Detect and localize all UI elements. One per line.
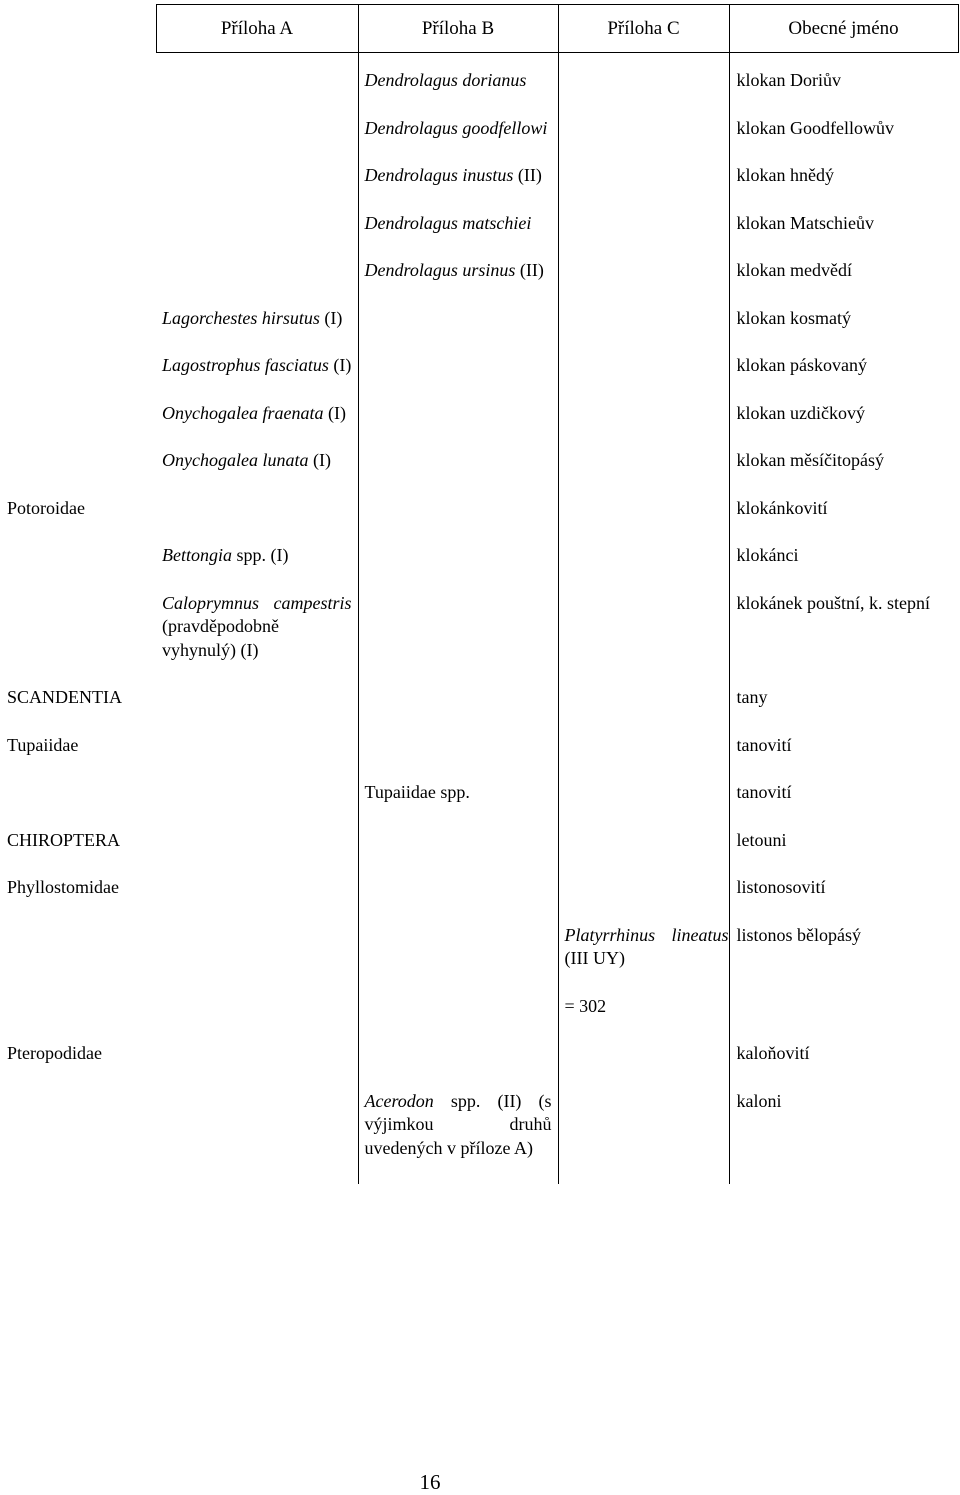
appendix-b-cell <box>358 995 558 1043</box>
appendix-b-cell <box>358 829 558 877</box>
table-row <box>0 592 958 687</box>
taxon-cell <box>0 1042 156 1090</box>
table-row <box>0 734 958 782</box>
appendix-a-cell <box>156 924 358 995</box>
common-name-cell <box>729 212 958 260</box>
appendix-a-cell <box>156 259 358 307</box>
appendix-a-cell <box>156 734 358 782</box>
appendix-a-cell <box>156 402 358 450</box>
common-name-cell <box>729 924 958 995</box>
cell-text: letouni <box>736 829 787 850</box>
scientific-name: Lagostrophus fasciatus <box>162 355 329 375</box>
table-row <box>0 995 958 1043</box>
table-row <box>0 497 958 545</box>
taxon-cell <box>0 354 156 402</box>
cell-annotation: (III UY) <box>564 948 625 968</box>
appendix-a-cell <box>156 53 358 117</box>
appendix-a-cell <box>156 781 358 829</box>
appendix-b-cell <box>358 734 558 782</box>
appendix-c-cell <box>558 592 729 687</box>
header-appendix-a: Příloha A <box>156 5 358 53</box>
common-name-cell <box>729 1042 958 1090</box>
cell-text: Phyllostomidae <box>7 877 119 897</box>
appendix-a-cell <box>156 449 358 497</box>
common-name-cell <box>729 402 958 450</box>
appendix-c-cell <box>558 829 729 877</box>
table-body <box>0 53 958 1185</box>
common-name <box>737 829 959 853</box>
scientific-name: Dendrolagus goodfellowi <box>364 117 548 138</box>
common-name-cell <box>729 307 958 355</box>
species-name <box>565 995 729 1019</box>
common-name <box>737 544 959 568</box>
cell-text: kaloňovití <box>736 1043 810 1063</box>
table-row <box>0 53 958 117</box>
taxon-cell <box>0 544 156 592</box>
appendix-c-cell <box>558 449 729 497</box>
appendix-c-cell <box>558 212 729 260</box>
taxon-cell <box>0 995 156 1043</box>
common-name <box>737 1042 959 1066</box>
appendix-c-cell <box>558 686 729 734</box>
appendix-c-cell <box>558 995 729 1043</box>
common-name <box>737 1090 959 1114</box>
scientific-name: Acerodon <box>364 1090 434 1111</box>
cell-text: klokan Matschieův <box>736 212 874 233</box>
cell-text: tanovití <box>736 734 792 755</box>
cell-text: klokan páskovaný <box>736 355 867 375</box>
common-name-cell <box>729 544 958 592</box>
appendix-c-cell <box>558 876 729 924</box>
taxon-cell <box>0 829 156 877</box>
appendix-c-cell <box>558 924 729 995</box>
header-common-name: Obecné jméno <box>729 5 958 53</box>
appendix-b-cell <box>358 402 558 450</box>
common-name-cell <box>729 164 958 212</box>
taxon-name <box>7 686 156 710</box>
appendix-b-cell <box>358 686 558 734</box>
cell-text: klokan měsíčitopásý <box>736 450 884 470</box>
table-row <box>0 307 958 355</box>
cell-text: Potoroidae <box>7 497 85 518</box>
common-name <box>737 354 959 378</box>
appendix-c-cell <box>558 1090 729 1185</box>
appendix-c-cell <box>558 53 729 117</box>
common-name <box>737 307 959 331</box>
appendix-a-cell <box>156 995 358 1043</box>
cell-text: klokan hnědý <box>736 165 834 185</box>
appendix-c-cell <box>558 164 729 212</box>
table-row <box>0 259 958 307</box>
table-row <box>0 354 958 402</box>
taxon-cell <box>0 53 156 117</box>
common-name <box>737 164 959 188</box>
cell-annotation: (I) <box>323 402 346 423</box>
cell-annotation: (I) <box>319 307 343 328</box>
appendix-c-cell <box>558 402 729 450</box>
common-name <box>737 259 959 283</box>
header-appendix-c: Příloha C <box>558 5 729 53</box>
common-name-cell <box>729 259 958 307</box>
cell-text: klokánci <box>736 545 799 565</box>
appendix-c-cell <box>558 1042 729 1090</box>
appendix-c-cell <box>558 497 729 545</box>
cell-text: Pteropodidae <box>7 1043 102 1063</box>
cell-annotation: (II) <box>513 165 542 185</box>
taxon-cell <box>0 259 156 307</box>
scientific-name: Lagorchestes hirsutus <box>162 307 320 328</box>
common-name <box>737 781 959 805</box>
taxon-cell <box>0 781 156 829</box>
cell-text: kaloni <box>736 1090 782 1111</box>
taxon-name <box>7 876 156 900</box>
appendix-a-cell <box>156 544 358 592</box>
appendix-b-cell <box>358 117 558 165</box>
appendix-b-cell <box>358 497 558 545</box>
species-name <box>365 69 552 93</box>
species-name <box>162 307 352 331</box>
scientific-name: Onychogalea lunata <box>162 450 309 470</box>
cell-text: Tupaiidae <box>7 734 79 755</box>
common-name-cell <box>729 829 958 877</box>
cell-annotation: (I) <box>308 450 331 470</box>
cites-species-table <box>0 4 959 1184</box>
cell-text: = 302 <box>564 995 607 1016</box>
appendix-b-cell <box>358 164 558 212</box>
table-row <box>0 876 958 924</box>
table-row <box>0 829 958 877</box>
taxon-cell <box>0 402 156 450</box>
appendix-a-cell <box>156 164 358 212</box>
appendix-c-cell <box>558 307 729 355</box>
appendix-b-cell <box>358 354 558 402</box>
common-name <box>737 592 959 616</box>
species-name <box>365 1090 552 1161</box>
common-name <box>737 686 959 710</box>
page-number: 16 <box>419 1470 441 1494</box>
cell-text: listonosovití <box>736 877 826 897</box>
appendix-a-cell <box>156 1090 358 1185</box>
taxon-name <box>7 734 156 758</box>
cell-text: Tupaiidae spp. <box>364 782 470 802</box>
cell-text: CHIROPTERA <box>7 829 121 850</box>
appendix-c-cell <box>558 117 729 165</box>
species-name <box>162 544 352 568</box>
common-name <box>737 924 959 948</box>
common-name <box>737 876 959 900</box>
common-name <box>737 734 959 758</box>
taxon-cell <box>0 212 156 260</box>
table-row <box>0 449 958 497</box>
scientific-name: Dendrolagus ursinus <box>364 260 516 280</box>
scientific-name: Onychogalea fraenata <box>162 402 324 423</box>
appendix-b-cell <box>358 876 558 924</box>
appendix-a-cell <box>156 117 358 165</box>
appendix-c-cell <box>558 259 729 307</box>
appendix-b-cell <box>358 307 558 355</box>
table-row <box>0 117 958 165</box>
common-name <box>737 69 959 93</box>
table-row <box>0 212 958 260</box>
common-name-cell <box>729 117 958 165</box>
appendix-b-cell <box>358 1042 558 1090</box>
species-name <box>565 924 729 971</box>
appendix-a-cell <box>156 686 358 734</box>
species-name <box>365 117 552 141</box>
cell-annotation: spp. (II) (s výjimkou druhů uvedených v příloze A) <box>364 1090 552 1158</box>
table-row <box>0 1042 958 1090</box>
common-name-cell <box>729 449 958 497</box>
species-name <box>162 592 352 663</box>
cell-text: tany <box>736 687 768 707</box>
table-header-row <box>0 5 958 53</box>
taxon-name <box>7 497 156 521</box>
table-row <box>0 924 958 995</box>
taxon-name <box>7 829 156 853</box>
appendix-c-cell <box>558 544 729 592</box>
scientific-name: Dendrolagus dorianus <box>364 70 527 90</box>
table-row <box>0 544 958 592</box>
header-taxon <box>0 5 156 53</box>
appendix-c-cell <box>558 734 729 782</box>
table-row <box>0 1090 958 1185</box>
common-name-cell <box>729 1090 958 1185</box>
appendix-b-cell <box>358 53 558 117</box>
cell-annotation: (pravděpodobně vyhynulý) (I) <box>162 616 279 660</box>
cell-text: SCANDENTIA <box>7 687 122 707</box>
scientific-name: Caloprymnus campestris <box>162 592 352 613</box>
cell-text: klokan Goodfellowův <box>736 117 894 138</box>
header-appendix-b: Příloha B <box>358 5 558 53</box>
taxon-cell <box>0 686 156 734</box>
species-name <box>365 164 552 188</box>
cell-text: klokan medvědí <box>736 260 852 280</box>
appendix-b-cell <box>358 924 558 995</box>
common-name-cell <box>729 995 958 1043</box>
taxon-name <box>7 1042 156 1066</box>
cell-text: klokánkovití <box>736 497 828 518</box>
species-name <box>162 449 352 473</box>
cell-annotation: (I) <box>328 355 352 375</box>
cell-annotation: (II) <box>515 260 544 280</box>
taxon-cell <box>0 734 156 782</box>
common-name <box>737 449 959 473</box>
taxon-cell <box>0 876 156 924</box>
taxon-cell <box>0 497 156 545</box>
species-name <box>365 781 552 805</box>
species-name <box>365 259 552 283</box>
scientific-name: Platyrrhinus lineatus <box>564 924 729 945</box>
common-name <box>737 402 959 426</box>
cell-text: klokan Doriův <box>736 70 841 90</box>
appendix-a-cell <box>156 876 358 924</box>
taxon-cell <box>0 924 156 995</box>
cell-text: listonos bělopásý <box>736 924 861 945</box>
appendix-a-cell <box>156 497 358 545</box>
cell-text: klokan uzdičkový <box>736 402 865 423</box>
appendix-b-cell <box>358 592 558 687</box>
common-name <box>737 117 959 141</box>
taxon-cell <box>0 117 156 165</box>
appendix-a-cell <box>156 829 358 877</box>
table-row <box>0 686 958 734</box>
common-name-cell <box>729 53 958 117</box>
common-name-cell <box>729 734 958 782</box>
appendix-b-cell <box>358 259 558 307</box>
taxon-cell <box>0 307 156 355</box>
cell-annotation: spp. (I) <box>232 545 289 565</box>
common-name-cell <box>729 497 958 545</box>
table-row <box>0 402 958 450</box>
appendix-a-cell <box>156 307 358 355</box>
scientific-name: Dendrolagus matschiei <box>364 212 532 233</box>
appendix-a-cell <box>156 592 358 687</box>
common-name-cell <box>729 686 958 734</box>
common-name <box>737 497 959 521</box>
appendix-b-cell <box>358 1090 558 1185</box>
cell-text: klokan kosmatý <box>736 307 851 328</box>
taxon-cell <box>0 1090 156 1185</box>
common-name-cell <box>729 781 958 829</box>
table-row <box>0 164 958 212</box>
table-row <box>0 781 958 829</box>
common-name-cell <box>729 592 958 687</box>
species-name <box>162 354 352 378</box>
cell-text: klokánek pouštní, k. stepní <box>736 592 930 613</box>
taxon-cell <box>0 449 156 497</box>
common-name <box>737 212 959 236</box>
appendix-a-cell <box>156 212 358 260</box>
scientific-name: Dendrolagus inustus <box>364 165 514 185</box>
taxon-cell <box>0 164 156 212</box>
taxon-cell <box>0 592 156 687</box>
common-name-cell <box>729 876 958 924</box>
appendix-c-cell <box>558 781 729 829</box>
appendix-c-cell <box>558 354 729 402</box>
scientific-name: Bettongia <box>162 545 232 565</box>
common-name-cell <box>729 354 958 402</box>
species-name <box>365 212 552 236</box>
cell-text: tanovití <box>736 782 792 802</box>
species-name <box>162 402 352 426</box>
appendix-a-cell <box>156 1042 358 1090</box>
appendix-b-cell <box>358 212 558 260</box>
appendix-b-cell <box>358 544 558 592</box>
appendix-b-cell <box>358 449 558 497</box>
appendix-b-cell <box>358 781 558 829</box>
appendix-a-cell <box>156 354 358 402</box>
